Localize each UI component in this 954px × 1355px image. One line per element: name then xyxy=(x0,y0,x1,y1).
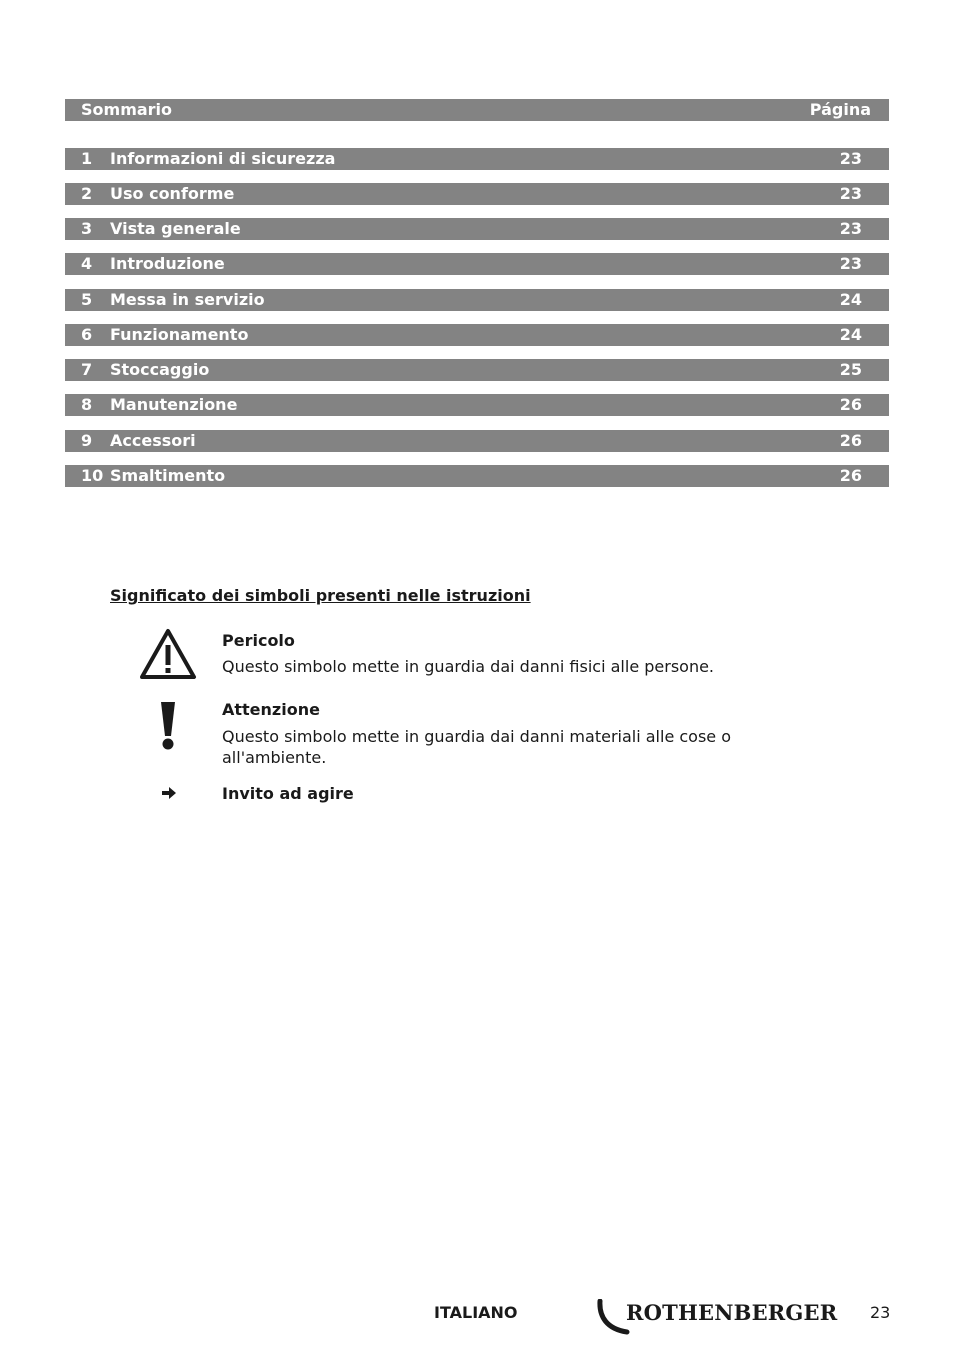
toc-entry[interactable] xyxy=(65,148,889,170)
toc-entry-number: 10 xyxy=(81,466,104,485)
symbol-description: Questo simbolo mette in guardia dai danni fisici alle persone. xyxy=(222,657,715,676)
toc-entry-number: 6 xyxy=(81,325,93,344)
toc-entry-title: Introduzione xyxy=(110,254,225,273)
toc-entry-number: 7 xyxy=(81,360,93,379)
toc-entry-number: 9 xyxy=(81,431,93,450)
toc-entry-title: Manutenzione xyxy=(110,395,238,414)
symbols-heading: Significato dei simboli presenti nelle istruzioni xyxy=(110,586,531,605)
toc-entry[interactable] xyxy=(65,183,889,205)
toc-entry-title: Accessori xyxy=(110,431,196,450)
footer-language: ITALIANO xyxy=(434,1303,518,1322)
toc-entry-title: Informazioni di sicurezza xyxy=(110,149,336,168)
toc-entry-title: Vista generale xyxy=(110,219,241,238)
toc-entry-number: 3 xyxy=(81,219,93,238)
toc-entry-number: 5 xyxy=(81,290,93,309)
toc-entry-title: Messa in servizio xyxy=(110,290,265,309)
toc-entry[interactable] xyxy=(65,253,889,275)
toc-header xyxy=(65,99,889,121)
brand-logo-text: ROTHENBERGER xyxy=(626,1300,838,1325)
toc-entry-page: 26 xyxy=(839,431,862,450)
toc-entry-title: Funzionamento xyxy=(110,325,249,344)
toc-header-title: Sommario xyxy=(81,100,173,119)
toc-entry-number: 4 xyxy=(81,254,93,273)
symbol-title: Pericolo xyxy=(222,631,295,650)
toc-entry-page: 23 xyxy=(839,184,862,203)
toc-entry-page: 26 xyxy=(839,395,862,414)
toc-entry-page: 23 xyxy=(839,219,862,238)
toc-entry[interactable] xyxy=(65,394,889,416)
toc-entry-page: 24 xyxy=(839,325,862,344)
toc-entry[interactable] xyxy=(65,289,889,311)
toc-entry-number: 8 xyxy=(81,395,93,414)
toc-entry[interactable] xyxy=(65,218,889,240)
exclamation-mark-icon xyxy=(158,700,178,752)
toc-entry[interactable] xyxy=(65,324,889,346)
toc-entry[interactable] xyxy=(65,359,889,381)
page-number: 23 xyxy=(870,1303,891,1322)
arrow-right-icon xyxy=(161,785,177,801)
symbol-title: Attenzione xyxy=(222,700,320,719)
toc-entry-page: 24 xyxy=(839,290,862,309)
toc-entry-title: Stoccaggio xyxy=(110,360,210,379)
toc-entry-number: 2 xyxy=(81,184,93,203)
toc-entry-title: Smaltimento xyxy=(110,466,226,485)
toc-entry[interactable] xyxy=(65,430,889,452)
toc-entry-page: 26 xyxy=(839,466,862,485)
symbol-description: Questo simbolo mette in guardia dai danni materiali alle cose o all'ambiente. xyxy=(222,727,732,767)
toc-entry-page: 23 xyxy=(839,149,862,168)
toc-entry-title: Uso conforme xyxy=(110,184,235,203)
warning-triangle-icon xyxy=(139,628,197,680)
symbol-title: Invito ad agire xyxy=(222,784,354,803)
toc-entry-page: 23 xyxy=(839,254,862,273)
toc-entry-page: 25 xyxy=(839,360,862,379)
toc-entry[interactable] xyxy=(65,465,889,487)
toc-entry-number: 1 xyxy=(81,149,93,168)
toc-header-page: Página xyxy=(809,100,871,119)
